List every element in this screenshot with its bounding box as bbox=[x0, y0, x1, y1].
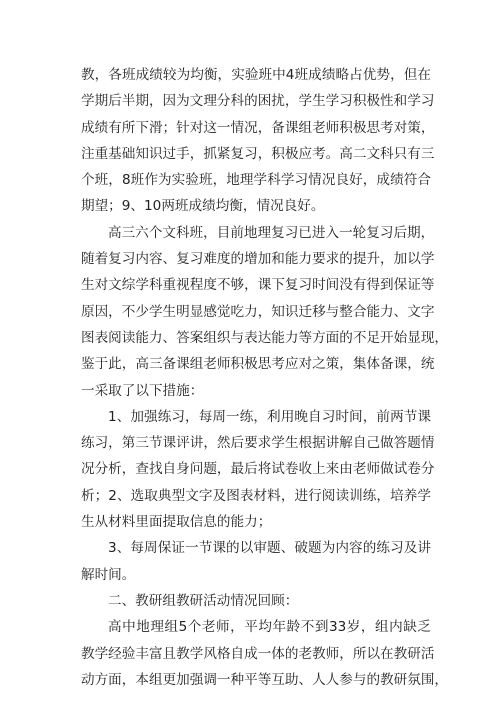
text-line: 生对文综学科重视程度不够，课下复习时间没有得到保证等 bbox=[81, 277, 435, 294]
text-line: 教学经验丰富且教学风格自成一体的老教师，所以在教研活 bbox=[81, 645, 435, 662]
text-line: 个班，8班作为实验班，地理学科学习情况良好，成绩符合 bbox=[81, 172, 431, 189]
text-line: 随着复习内容、复习难度的增加和能力要求的提升，加以学 bbox=[81, 251, 435, 268]
text-line: 一采取了以下措施： bbox=[81, 382, 204, 399]
text-line: 原因，不少学生明显感觉吃力，知识迁移与整合能力、文字 bbox=[81, 303, 435, 320]
text-line: 高中地理组5个老师，平均年龄不到33岁，组内缺乏 bbox=[108, 619, 431, 636]
text-line: 成绩有所下滑；针对这一情况，备课组老师积极思考对策， bbox=[81, 119, 435, 136]
text-line: 生从材料里面提取信息的能力； bbox=[81, 514, 272, 531]
text-line: 况分析，查找自身问题，最后将试卷收上来由老师做试卷分 bbox=[81, 461, 435, 478]
text-line: 图表阅读能力、答案组织与表达能力等方面的不足开始显现， bbox=[81, 329, 449, 346]
text-line: 动方面，本组更加强调一种平等互助、人人参与的教研氛围， bbox=[81, 671, 449, 688]
text-line: 解时间。 bbox=[81, 566, 136, 583]
text-line: 学期后半期，因为文理分科的困扰，学生学习积极性和学习 bbox=[81, 93, 435, 110]
document-body bbox=[81, 62, 449, 693]
text-line: 二、教研组教研活动情况回顾： bbox=[108, 592, 299, 609]
text-line: 鉴于此，高三备课组老师积极思考应对之策，集体备课，统 bbox=[81, 356, 435, 373]
text-line: 注重基础知识过手，抓紧复习，积极应考。高二文科只有三 bbox=[81, 145, 435, 162]
text-line: 1、加强练习，每周一练，利用晚自习时间，前两节课 bbox=[108, 408, 431, 425]
text-line: 教，各班成绩较为均衡，实验班中4班成绩略占优势，但在 bbox=[81, 67, 431, 83]
text-line: 高三六个文科班，目前地理复习已进入一轮复习后期， bbox=[108, 224, 435, 241]
text-line: 练习，第三节课评讲，然后要求学生根据讲解自己做答题情 bbox=[81, 435, 435, 452]
text-line: 3、每周保证一节课的以审题、破题为内容的练习及讲 bbox=[108, 540, 431, 557]
text-line: 期望；9、10两班成绩均衡，情况良好。 bbox=[81, 198, 325, 215]
text-line: 析；2、选取典型文字及图表材料，进行阅读训练，培养学 bbox=[81, 487, 431, 504]
